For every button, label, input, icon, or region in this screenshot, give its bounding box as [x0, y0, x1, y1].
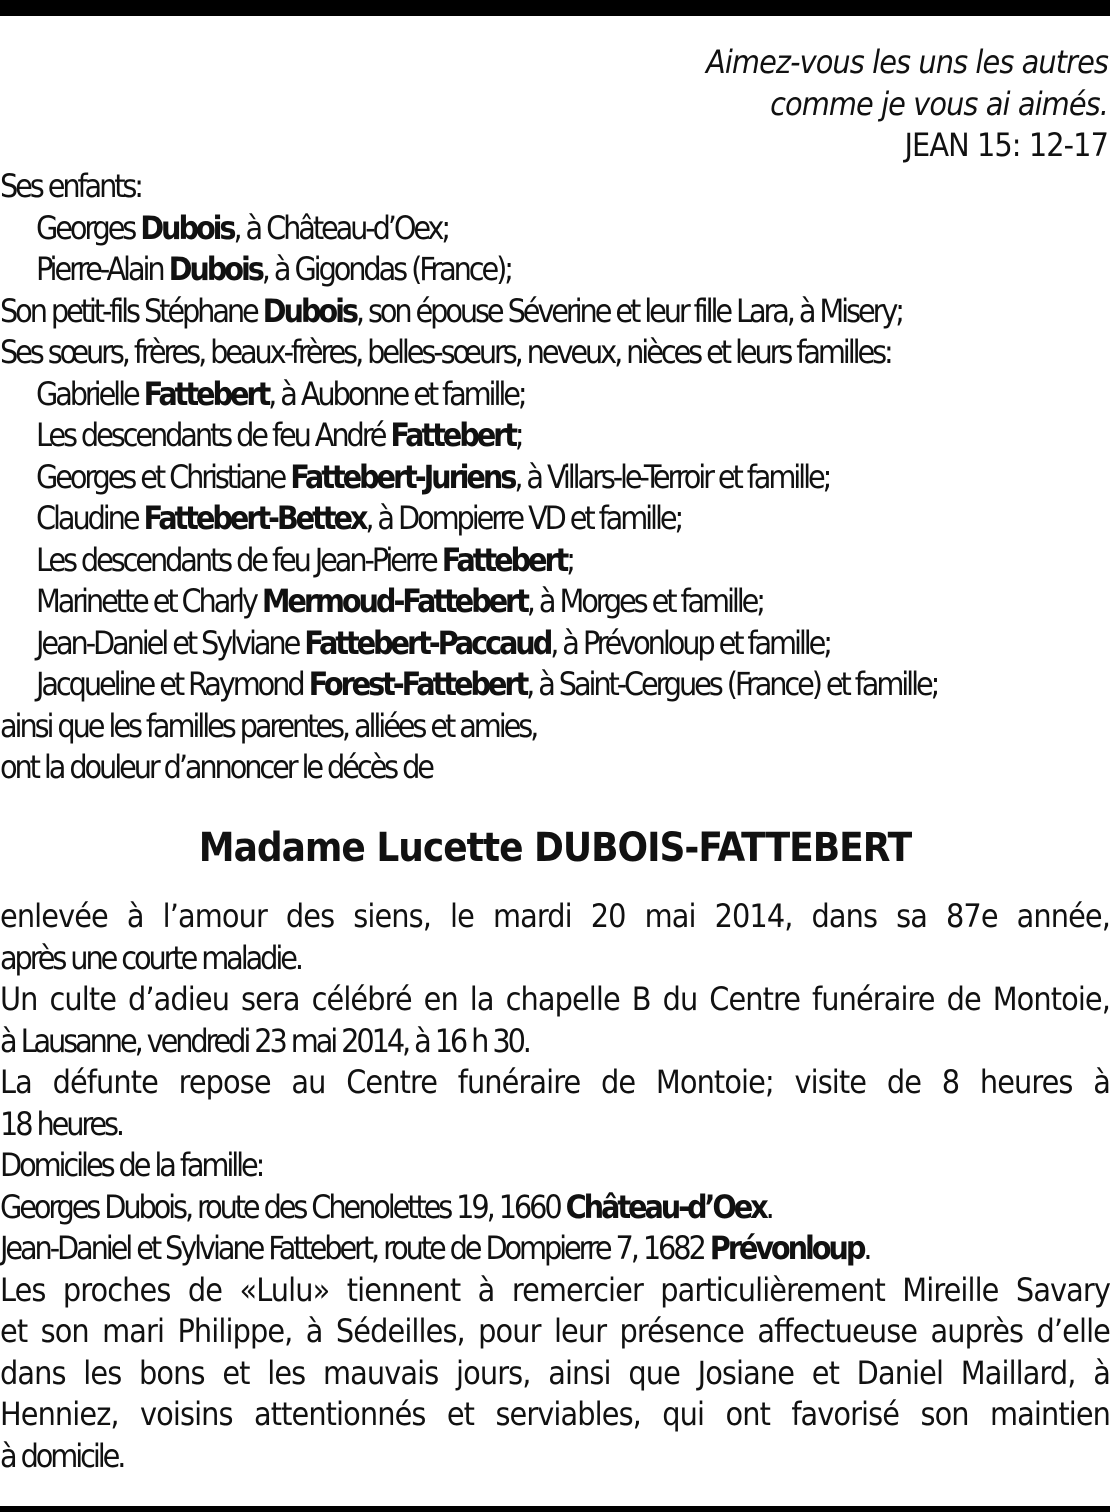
address-end: . [765, 1187, 772, 1226]
member-surname: Forest-Fattebert [308, 665, 527, 703]
family-member [0, 664, 1110, 706]
member-post: , à Gigondas (France); [261, 250, 511, 288]
member-pre: Claudine [36, 499, 144, 537]
body-line: après une courte maladie. [0, 938, 301, 977]
thanks-line: Les proches de «Lulu» tiennent à remercier particulièrement Mireille Savary [0, 1270, 1110, 1309]
family-member [0, 208, 1110, 250]
address-end: . [863, 1229, 870, 1267]
body-line: 18 heures. [0, 1104, 122, 1143]
member-post: , à Aubonne et famille; [268, 374, 525, 413]
member-post: , à Morges et famille; [526, 582, 763, 620]
member-surname: Mermoud-Fattebert [261, 582, 527, 620]
body-line: Domiciles de la famille: [0, 1146, 263, 1184]
address-line [0, 1187, 1110, 1229]
top-rule [0, 0, 1110, 16]
member-surname: Fattebert-Paccaud [304, 623, 551, 662]
family-member [0, 540, 1110, 582]
address-text: Georges Dubois, route des Chenolettes 19, 1660 [0, 1187, 566, 1226]
family-member [0, 374, 1110, 416]
family-member [0, 581, 1110, 623]
verse-line-2: comme je vous ai aimés. [770, 84, 1108, 123]
deceased-name: Madame Lucette DUBOIS-FATTEBERT [198, 825, 912, 871]
announcement-body [0, 896, 1110, 1477]
address-place: Prévonloup [709, 1229, 864, 1267]
family-member [0, 457, 1110, 499]
verse-line-1: Aimez-vous les uns les autres [706, 43, 1108, 81]
member-pre: Son petit-fils Stéphane [0, 291, 263, 330]
thanks-line: à domicile. [0, 1436, 124, 1475]
member-post: , son épouse Séverine et leur fille Lara, à Misery; [355, 291, 902, 330]
member-surname: Fattebert [143, 374, 269, 413]
siblings-intro: Ses sœurs, frères, beaux-frères, belles-sœurs, neveux, nièces et leurs familles: [0, 333, 891, 371]
family-list [0, 166, 1110, 789]
member-pre: Pierre-Alain [36, 250, 169, 288]
body-line: La défunte repose au Centre funéraire de Montoie; visite de 8 heures à [0, 1063, 1110, 1101]
member-surname: Dubois [262, 291, 356, 330]
member-post: , à Villars-le-Terroir et famille; [514, 457, 830, 496]
bible-verse [0, 42, 1108, 167]
member-surname: Dubois [168, 250, 262, 288]
verse-reference: JEAN 15: 12-17 [904, 126, 1108, 164]
member-pre: Les descendants de feu André [36, 416, 391, 454]
grandson-line [0, 291, 1110, 333]
member-pre: Georges [36, 208, 141, 247]
children-intro: Ses enfants: [0, 167, 141, 205]
thanks-line: et son mari Philippe, à Sédeilles, pour leur présence affectueuse auprès d’elle [0, 1312, 1110, 1350]
closing-line-1: ainsi que les familles parentes, alliées et amies, [0, 706, 537, 745]
member-post: , à Château-d’Oex; [233, 208, 448, 247]
member-pre: Marinette et Charly [36, 582, 262, 620]
thanks-line: Henniez, voisins attentionnés et serviables, qui ont favorisé son maintien [0, 1395, 1110, 1433]
bottom-rule [0, 1506, 1110, 1512]
member-surname: Fattebert-Juriens [290, 457, 515, 496]
family-member [0, 249, 1110, 291]
member-pre: Jacqueline et Raymond [36, 665, 309, 703]
body-line: enlevée à l’amour des siens, le mardi 20 mai 2014, dans sa 87e année, [0, 897, 1110, 935]
member-post: ; [566, 540, 573, 579]
body-line: Un culte d’adieu sera célébré en la chapelle B du Centre funéraire de Montoie, [0, 980, 1110, 1018]
family-member [0, 498, 1110, 540]
member-post: , à Prévonloup et famille; [550, 623, 830, 662]
family-member [0, 415, 1110, 457]
member-post: , à Saint-Cergues (France) et famille; [526, 665, 938, 703]
address-place: Château-d’Oex [565, 1187, 766, 1226]
member-pre: Jean-Daniel et Sylviane [36, 623, 305, 662]
address-text: Jean-Daniel et Sylviane Fattebert, route de Dompierre 7, 1682 [0, 1229, 710, 1267]
member-post: ; [514, 416, 522, 454]
family-member [0, 623, 1110, 665]
member-surname: Dubois [140, 208, 234, 247]
thanks-line: dans les bons et les mauvais jours, ainsi que Josiane et Daniel Maillard, à [0, 1353, 1110, 1392]
closing-line-2: ont la douleur d’annoncer le décès de [0, 748, 432, 786]
address-line [0, 1228, 1110, 1270]
body-line: à Lausanne, vendredi 23 mai 2014, à 16 h 30. [0, 1021, 529, 1060]
member-surname: Fattebert [390, 416, 515, 454]
member-pre: Gabrielle [36, 374, 144, 413]
member-pre: Les descendants de feu Jean-Pierre [36, 540, 442, 579]
member-surname: Fattebert [441, 540, 567, 579]
member-surname: Fattebert-Bettex [143, 499, 366, 537]
member-pre: Georges et Christiane [36, 457, 291, 496]
member-post: , à Dompierre VD et famille; [365, 499, 682, 537]
